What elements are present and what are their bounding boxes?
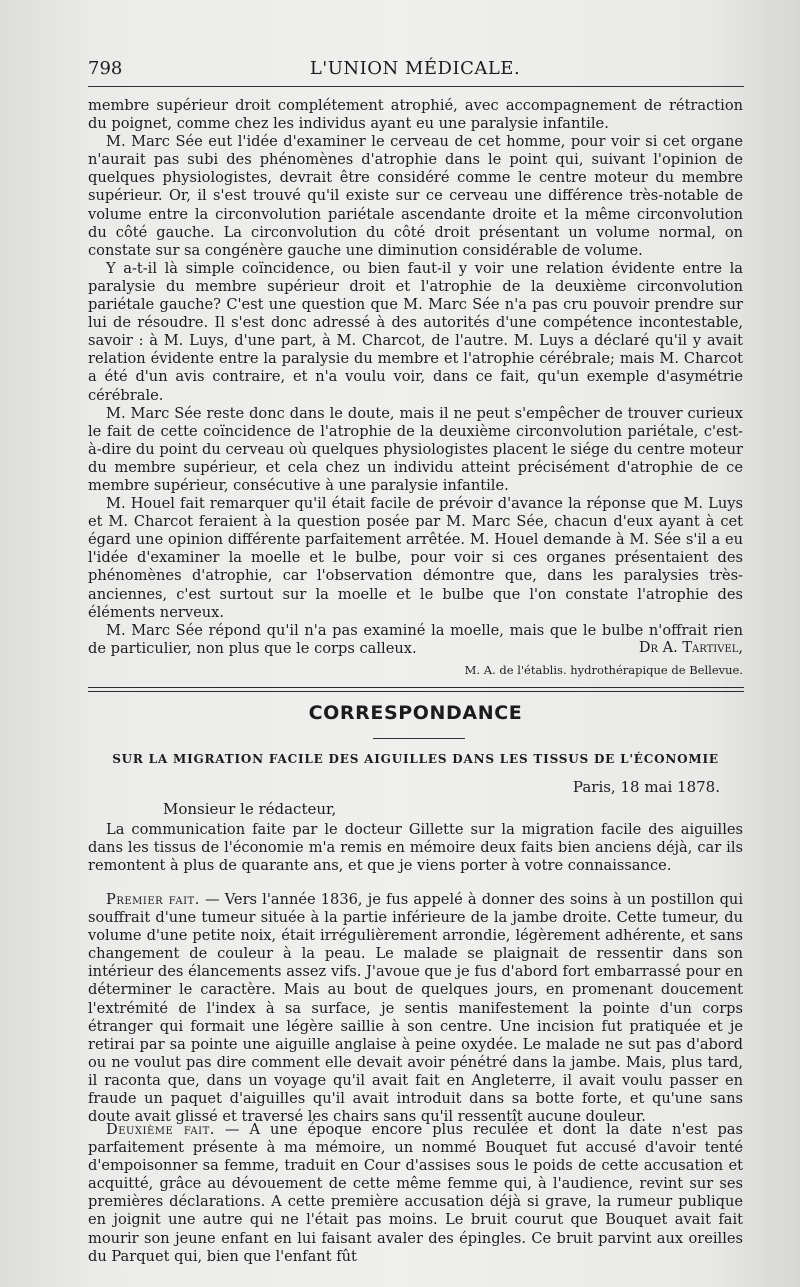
page-number: 798	[88, 58, 123, 79]
fact-label: Deuxième fait.	[106, 1121, 215, 1138]
paragraph: La communication faite par le docteur Gillette sur la migration facile des aiguilles dans les tissus de l'économie m'a remis en mémoire deux faits bien anciens déjà, car ils remontent à plus de quarante ans, et que je viens porter à votre connaissance.	[88, 821, 743, 875]
second-fact	[88, 1121, 743, 1266]
article-body	[88, 97, 743, 658]
heading-rule	[373, 738, 465, 739]
paragraph	[88, 1121, 743, 1266]
fact-text: — A une époque encore plus reculée et dont la date n'est pas parfaitement présente à ma mémoire, un nommé Bouquet fut accusé d'avoir tenté d'empoisonner sa femme, traduit en Cour d'assises sous le poids de cette accusation et acquitté, grâce au dévouement de cette même femme qui, à l'audience, revint sur ses premières déclarations. A cette première accusation déjà si grave, la rumeur publique en joignit une autre qui ne l'était pas moins. Le bruit courut que Bouquet avait fait mourir son jeune enfant en lui faisant avaler des épingles. Ce bruit parvint aux oreilles du Parquet qui, bien que l'enfant fût	[88, 1121, 743, 1265]
letter-subtitle: SUR LA MIGRATION FACILE DES AIGUILLES DANS LES TISSUS DE L'ÉCONOMIE	[112, 752, 719, 766]
header-rule	[88, 86, 744, 87]
first-fact	[88, 891, 743, 1126]
section-heading: CORRESPONDANCE	[308, 702, 523, 724]
letter-intro	[88, 821, 743, 875]
section-divider	[88, 691, 744, 692]
letter-dateline: Paris, 18 mai 1878.	[572, 778, 720, 796]
paragraph: M. Marc Sée eut l'idée d'examiner le cerveau de cet homme, pour voir si cet organe n'aurait pas subi des phénomènes d'atrophie dans le point qui, suivant l'opinion de quelques physiologistes, devrait être considéré comme le centre moteur du membre supérieur. Or, il s'est trouvé qu'il existe sur ce cerveau une différence très-notable de volume entre la circonvolution pariétale ascendante droite et la même circonvolution du côté gauche. La circonvolution du côté droit présentant un volume normal, on constate sur sa congénère gauche une diminution considérable de volume.	[88, 133, 743, 259]
fact-text: — Vers l'année 1836, je fus appelé à donner des soins à un postillon qui souffrait d'une tumeur située à la partie inférieure de la jambe droite. Cette tumeur, du volume d'une petite noix, était irrégulièrement arrondie, légèrement adhérente, et sans changement de couleur à la peau. Le malade se plaignait de ressentir dans son intérieur des élancements assez vifs. J'avoue que je fus d'abord fort embarrassé pour en déterminer le caractère. Mais au bout de quelques jours, en promenant doucement l'extrémité de l'index à sa surface, je sentis manifestement la pointe d'un corps étranger qui formait une légère saillie à son centre. Une incision fut pratiquée et je retirai par sa pointe une aiguille anglaise à peine oxydée. Le malade ne sut pas d'abord ou ne voulut pas dire comment elle devait avoir pénétré dans la jambe. Mais, plus tard, il raconta que, dans un voyage qu'il avait fait en Angleterre, il avait voulu passer en fraude un paquet d'aiguilles qu'il avait introduit dans sa botte forte, et qu'une sans doute avait glissé et traversé les chairs sans qu'il ressentît aucune douleur.	[88, 891, 743, 1126]
paragraph: Y a-t-il là simple coïncidence, ou bien faut-il y voir une relation évidente entre la paralysie du membre supérieur droit et l'atrophie de la deuxième circonvolution pariétale gauche? C'est une question que M. Marc Sée n'a pas cru pouvoir prendre sur lui de résoudre. Il s'est donc adressé à des autorités d'une compétence incontestable, savoir : à M. Luys, d'une part, à M. Charcot, de l'autre. M. Luys a déclaré qu'il y avait relation évidente entre la paralysie du membre et l'atrophie cérébrale; mais M. Charcot a été d'un avis contraire, et n'a voulu voir, dans ce fait, qu'un exemple d'asymétrie cérébrale.	[88, 259, 743, 404]
journal-title: L'UNION MÉDICALE.	[309, 58, 521, 79]
section-divider	[88, 687, 744, 688]
letter-salutation: Monsieur le rédacteur,	[163, 800, 337, 818]
paragraph: M. Marc Sée répond qu'il n'a pas examiné la moelle, mais que le bulbe n'offrait rien de particulier, non plus que le corps calleux.	[88, 621, 743, 657]
paragraph	[88, 891, 743, 1126]
author-signature: Dr A. Tartivel,	[638, 640, 743, 656]
paragraph: membre supérieur droit complétement atrophié, avec accompagnement de rétraction du poignet, comme chez les individus ayant eu une paralysie infantile.	[88, 97, 743, 133]
paragraph: M. Marc Sée reste donc dans le doute, mais il ne peut s'empêcher de trouver curieux le fait de cette coïncidence de l'atrophie de la deuxième circonvolution pariétale, c'est-à-dire du point du cerveau où quelques physiologistes placent le siége du centre moteur du membre supérieur, et cela chez un individu atteint précisément d'atrophie de ce membre supérieur, consécutive à une paralysie infantile.	[88, 404, 743, 494]
author-affiliation: M. A. de l'établis. hydrothérapique de Bellevue.	[464, 663, 743, 677]
paragraph: M. Houel fait remarquer qu'il était facile de prévoir d'avance la réponse que M. Luys et M. Charcot feraient à la question posée par M. Marc Sée, chacun d'eux ayant à cet égard une opinion différente parfaitement arrêtée. M. Houel demande à M. Sée s'il a eu l'idée d'examiner la moelle et le bulbe, pour voir si ces organes présentaient des phénomènes d'atrophie, car l'observation démontre que, dans les paralysies très-anciennes, c'est surtout sur la moelle et le bulbe que l'on constate l'atrophie des éléments nerveux.	[88, 495, 743, 621]
fact-label: Premier fait.	[106, 891, 200, 908]
running-header	[88, 52, 742, 82]
